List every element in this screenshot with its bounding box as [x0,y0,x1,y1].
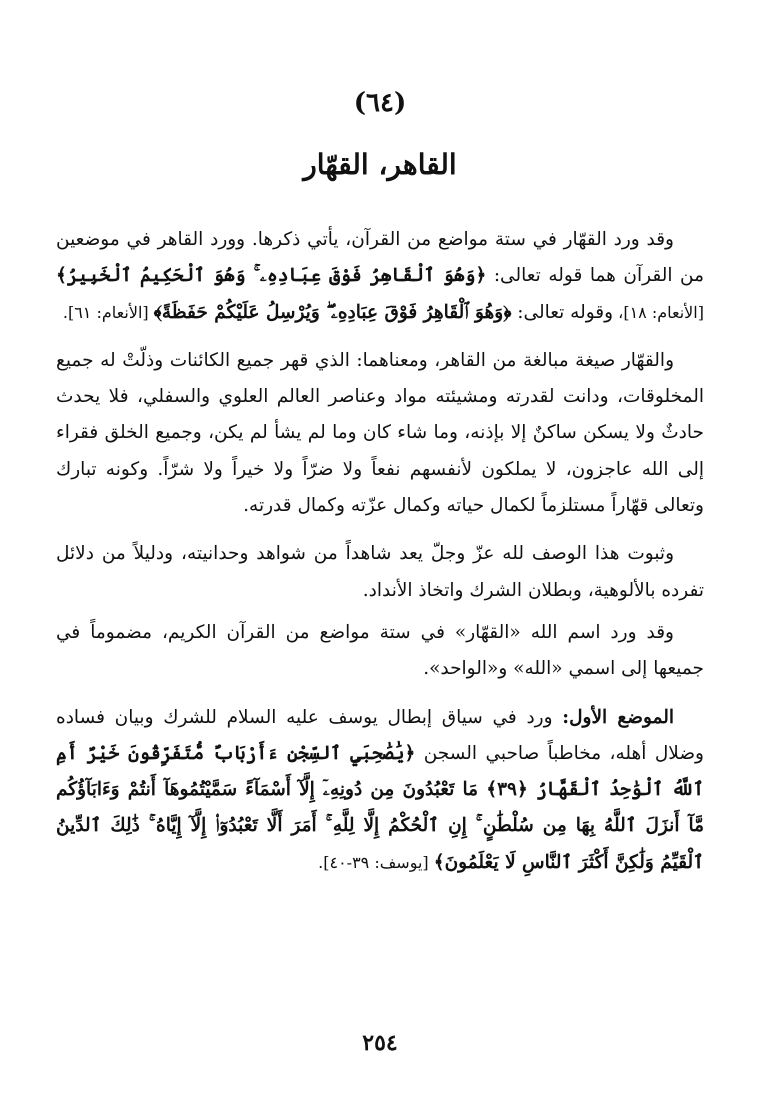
paragraph-3: وثبوت هذا الوصف لله عزّ وجلّ يعد شاهداً من شواهد وحدانيته، ودليلاً من دلائل تفرده بالألوهية، وبطلان الشرك واتخاذ الأنداد. [56,543,704,601]
verse-reference: [يوسف: ٣٩-٤٠]. [318,852,434,872]
verse-reference: [الأنعام: ٦١]. [62,302,154,322]
quran-verse: ﴿وَهُوَ ٱلْقَاهِرُ فَوْقَ عِبَادِهِۦ ۖ وَيُرْسِلُ عَلَيْكُمْ حَفَظَةً﴾ [153,301,512,323]
paragraph-text: وقوله تعالى: [511,301,614,323]
page-number: ٢٥٤ [362,1030,398,1056]
section-lead: الموضع الأول: [562,706,674,728]
chapter-number: (٦٤) [353,88,407,118]
body-text [56,222,704,893]
chapter-title: القاهر، القهّار [303,148,457,181]
quran-verse: ﴿وَهُوَ ٱلْقَاهِرُ فَوْقَ عِبَادِهِۦ ۚ وَهُوَ ٱلْحَكِيمُ ٱلْخَبِيرُ﴾ [56,265,487,287]
paragraph-4: وقد ورد اسم الله «القهّار» في ستة مواضع من القرآن الكريم، مضموماً في جميعها إلى اسمي «الله» و«الواحد». [56,621,704,680]
paragraph-5 [56,700,704,881]
quran-verse: ﴿يَٰصَٰحِبَيِ ٱلسِّجْنِ ءَأَرْبَابٌ مُّتَفَرِّقُونَ خَيْرٌ أَمِ ٱللَّهُ ٱلْوَٰحِدُ ٱلْقَهَّارُ ﴿٣٩﴾ مَا تَعْبُدُونَ مِن دُونِهِۦٓ إِلَّآ أَسْمَآءً سَمَّيْتُمُوهَآ أَنتُمْ وَءَابَآؤُكُم مَّآ أَنزَلَ ٱللَّهُ بِهَا مِن سُلْطَٰنٍ ۚ إِنِ ٱلْحُكْمُ إِلَّا لِلَّهِ ۚ أَمَرَ أَلَّا تَعْبُدُوٓا۟ إِلَّآ إِيَّاهُ ۚ ذَٰلِكَ ٱلدِّينُ ٱلْقَيِّمُ وَلَٰكِنَّ أَكْثَرَ ٱلنَّاسِ لَا يَعْلَمُونَ﴾ [56,742,705,873]
verse-reference: [الأنعام: ١٨]، [613,302,704,322]
paragraph-2: والقهّار صيغة مبالغة من القاهر، ومعناهما: الذي قهر جميع الكائنات وذلّتْ له جميع المخلوقات، ودانت لقدرته ومشيئته مواد وعناصر العالم العلوي والسفلي، فلا يحدث حادثٌ ولا يسكن ساكنٌ إلا بإذنه، وما شاء كان وما لم يشأ لم يكن، وجميع الخلق فقراء إلى الله عاجزون، لا يملكون لأنفسهم نفعاً ولا ضرّاً ولا خيراً ولا شرّاً. وكونه تبارك وتعالى قهّاراً مستلزماً لكمال حياته وكمال عزّته وكمال قدرته. [56,349,704,517]
paragraph-1 [56,222,704,331]
paragraph-text: وقد ورد القهّار في ستة مواضع من القرآن، يأتي ذكرها. وورد القاهر في موضعين من القرآن هما قوله تعالى: [56,229,704,287]
paragraph-text: ورد في سياق إبطال يوسف عليه السلام للشرك وبيان فساده وضلال أهله، مخاطباً صاحبي السجن [56,706,704,764]
